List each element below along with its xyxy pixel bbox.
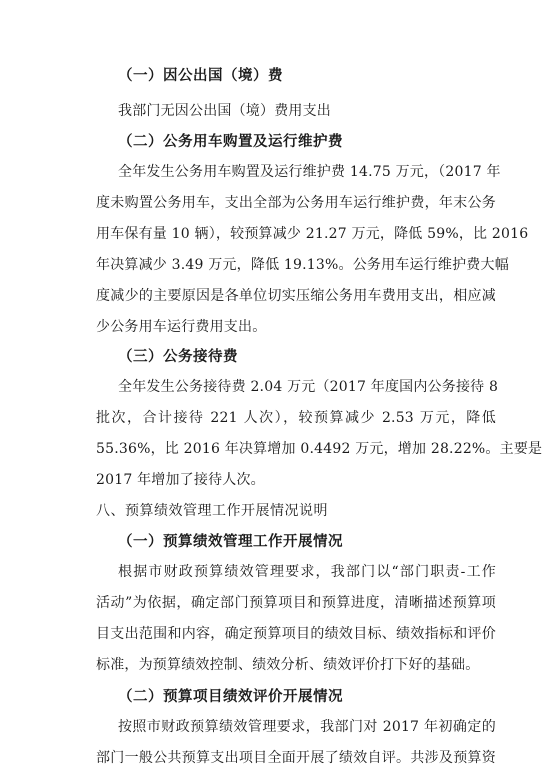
paragraph-line: 度减少的主要原因是各单位切实压缩公务用车费用支出，相应减 — [96, 288, 496, 304]
paragraph-line: 年决算减少 3.49 万元，降低 19.13%。公务用车运行维护费大幅 — [96, 257, 509, 273]
section-heading-reception-costs: （三）公务接待费 — [118, 348, 238, 365]
paragraph-line: 我部门无因公出国（境）费用支出 — [118, 103, 331, 119]
paragraph-line: 度未购置公务用车，支出全部为公务用车运行维护费，年末公务 — [96, 195, 496, 211]
section-heading-vehicle-costs: （二）公务用车购置及运行维护费 — [118, 133, 343, 150]
paragraph-line: 标准，为预算绩效控制、绩效分析、绩效评价打下好的基础。 — [96, 657, 480, 673]
paragraph-line: 按照市财政预算绩效管理要求，我部门对 2017 年初确定的 — [118, 719, 496, 735]
paragraph-line: 全年发生公务用车购置及运行维护费 14.75 万元，（2017 年 — [118, 164, 501, 180]
paragraph-line: 少公务用车运行费用支出。 — [96, 319, 267, 335]
paragraph-line: 2017 年增加了接待人次。 — [96, 472, 265, 488]
paragraph-line: 活动”为依据，确定部门预算项目和预算进度，清晰描述预算项 — [96, 595, 496, 611]
paragraph-line: 目支出范围和内容，确定预算项目的绩效目标、绩效指标和评价 — [96, 626, 496, 642]
paragraph-line: 全年发生公务接待费 2.04 万元（2017 年度国内公务接待 8 — [118, 379, 499, 395]
section-heading-foreign-travel: （一）因公出国（境）费 — [118, 67, 283, 84]
paragraph-line: 用车保有量 10 辆），较预算减少 21.27 万元，降低 59%，比 2016 — [96, 226, 529, 242]
section-heading-project-evaluation: （二）预算项目绩效评价开展情况 — [118, 688, 343, 705]
paragraph-line: 根据市财政预算绩效管理要求，我部门以“部门职责-工作 — [118, 564, 496, 580]
chapter-heading: 八、预算绩效管理工作开展情况说明 — [96, 503, 328, 519]
paragraph-line: 部门一般公共预算支出项目全面开展了绩效自评。共涉及预算资 — [96, 750, 496, 766]
section-heading-performance-management: （一）预算绩效管理工作开展情况 — [118, 533, 343, 550]
paragraph-line: 55.36%，比 2016 年决算增加 0.4492 万元，增加 28.22%。主要是 — [96, 441, 543, 457]
paragraph-line: 批次，合计接待 221 人次），较预算减少 2.53 万元，降低 — [96, 410, 496, 426]
